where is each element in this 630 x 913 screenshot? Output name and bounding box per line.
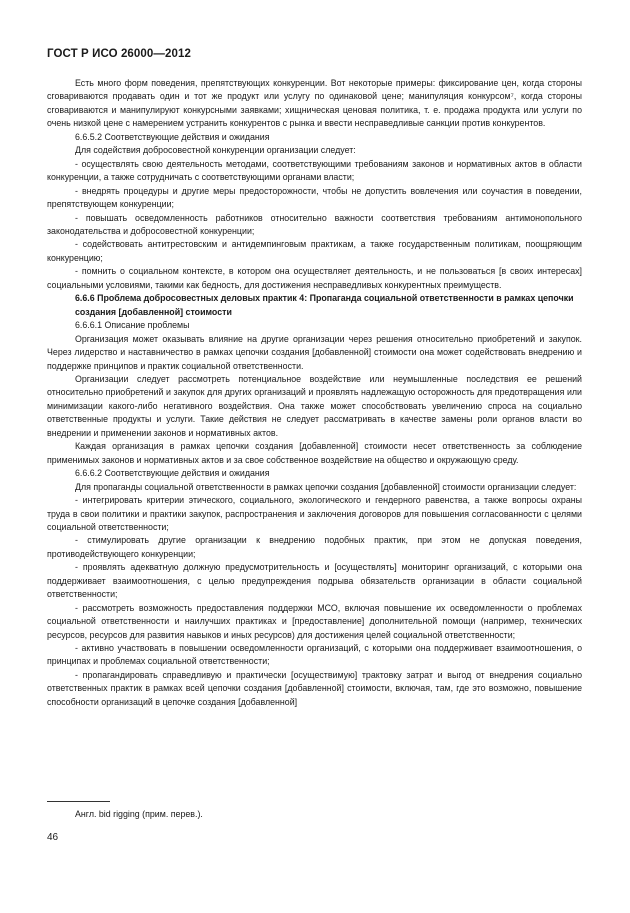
- section-heading: 6.6.5.2 Соответствующие действия и ожидания: [75, 131, 270, 142]
- paragraph: Есть много форм поведения, препятствующих конкуренции. Вот некоторые примеры: фиксирование цен, когда стороны сговариваются продавать один и тот же продукт или услугу по одинаковой цене; манипуляция конкурсом⁷, когда стороны сговариваются и манипулируют конкурсными заявками; хищническая ценовая политика, т. е. продажа продукта или услуги по очень низкой цене с намерением устранить конкурентов с рынка и ввести несправедливые санкции против конкурентов.: [47, 78, 582, 129]
- list-item: - осуществлять свою деятельность методами, соответствующими требованиям законов и нормативных актов в области конкуренции, а также сотрудничать с соответствующими органами власти;: [47, 158, 582, 183]
- footnote-divider: [47, 801, 110, 802]
- page-number: 46: [47, 832, 59, 843]
- paragraph: Организация может оказывать влияние на другие организации через решения относительно приобретений и закупок. Через лидерство и наставничество в рамках цепочки создания [добавленной] стоимости она может содействовать внедрению и поддержке принципов и практик социальной ответственности.: [47, 333, 582, 371]
- list-item: - проявлять адекватную должную предусмотрительность и [осуществлять] мониторинг организаций, с которыми она поддерживает взаимоотношения, с целью предупреждения подрыва обязательств организации в области социальной ответственности;: [47, 562, 582, 600]
- footnote: Англ. bid rigging (прим. перев.).: [75, 809, 203, 819]
- paragraph: Для пропаганды социальной ответственности в рамках цепочки создания [добавленной] стоимости организации следует:: [75, 481, 577, 492]
- section-heading: 6.6.6.2 Соответствующие действия и ожидания: [75, 468, 270, 479]
- document-body: [47, 77, 582, 709]
- section-heading: 6.6.6.1 Описание проблемы: [75, 320, 190, 331]
- bold-section-heading: 6.6.6 Проблема добросовестных деловых практик 4: Пропаганда социальной ответственности в рамках цепочки создания [добавленной] стоимости: [75, 293, 574, 317]
- list-item: - содействовать антитрестовским и антидемпинговым практикам, а также государственным политикам, поощряющим конкуренцию;: [47, 239, 582, 263]
- paragraph: Каждая организация в рамках цепочки создания [добавленной] стоимости несет ответственность за соблюдение применимых законов и нормативных актов и за свое собственное воздействие на общество и окружающую среду.: [47, 441, 582, 465]
- list-item: - активно участвовать в повышении осведомленности организаций, с которыми она поддерживает взаимоотношения, о принципах и проблемах социальной ответственности;: [47, 643, 582, 667]
- list-item: - рассмотреть возможность предоставления поддержки МСО, включая повышение их осведомленности о проблемах социальной ответственности и наилучших практиках и [предоставление] дополнительной помощи (например, технических ресурсов, ресурсов для развития навыков и иных ресурсов) для достижения целей социальной ответственности;: [47, 602, 582, 640]
- paragraph: Организации следует рассмотреть потенциальное воздействие или неумышленные последствия ее решений относительно приобретений и закупок для других организаций и проявлять надлежащую осторожность для предотвращения или минимизации какого-либо негативного воздействия. Она также может способствовать увеличению спроса на социально ответственные продукты и услуги. Такие действия не следует рассматривать в качестве замены роли органов власти во внедрении и применении законов и нормативных актов.: [47, 373, 582, 438]
- list-item: - повышать осведомленность работников относительно важности соответствия требованиям антимонопольного законодательства и добросовестной конкуренции;: [47, 212, 582, 236]
- list-item: - пропагандировать справедливую и практически [осуществимую] трактовку затрат и выгод от внедрения социально ответственных практик в рамках всей цепочки создания [добавленной] стоимости, включая, там, где это возможно, повышение способности организаций в цепочке создания [добавленной]: [47, 669, 582, 707]
- list-item: - внедрять процедуры и другие меры предосторожности, чтобы не допустить вовлечения или соучастия в поведении, препятствующем конкуренции;: [47, 185, 582, 210]
- list-item: - стимулировать другие организации к внедрению подобных практик, при этом не допуская поведения, противодействующего конкуренции;: [47, 535, 582, 559]
- paragraph: Для содействия добросовестной конкуренции организации следует:: [75, 145, 356, 156]
- list-item: - помнить о социальном контексте, в котором она осуществляет деятельность, и не пользоваться [в своих интересах] социальными условиями, такими как бедность, для достижения несправедливых конкурентных преимуществ.: [47, 266, 582, 290]
- list-item: - интегрировать критерии этического, социального, экологического и гендерного равенства, а также вопросы охраны труда в свои политики и практики закупок, распространения и заключения договоров для повышения согласованности с целями социальной ответственности;: [47, 495, 582, 532]
- document-header: ГОСТ Р ИСО 26000—2012: [47, 48, 192, 60]
